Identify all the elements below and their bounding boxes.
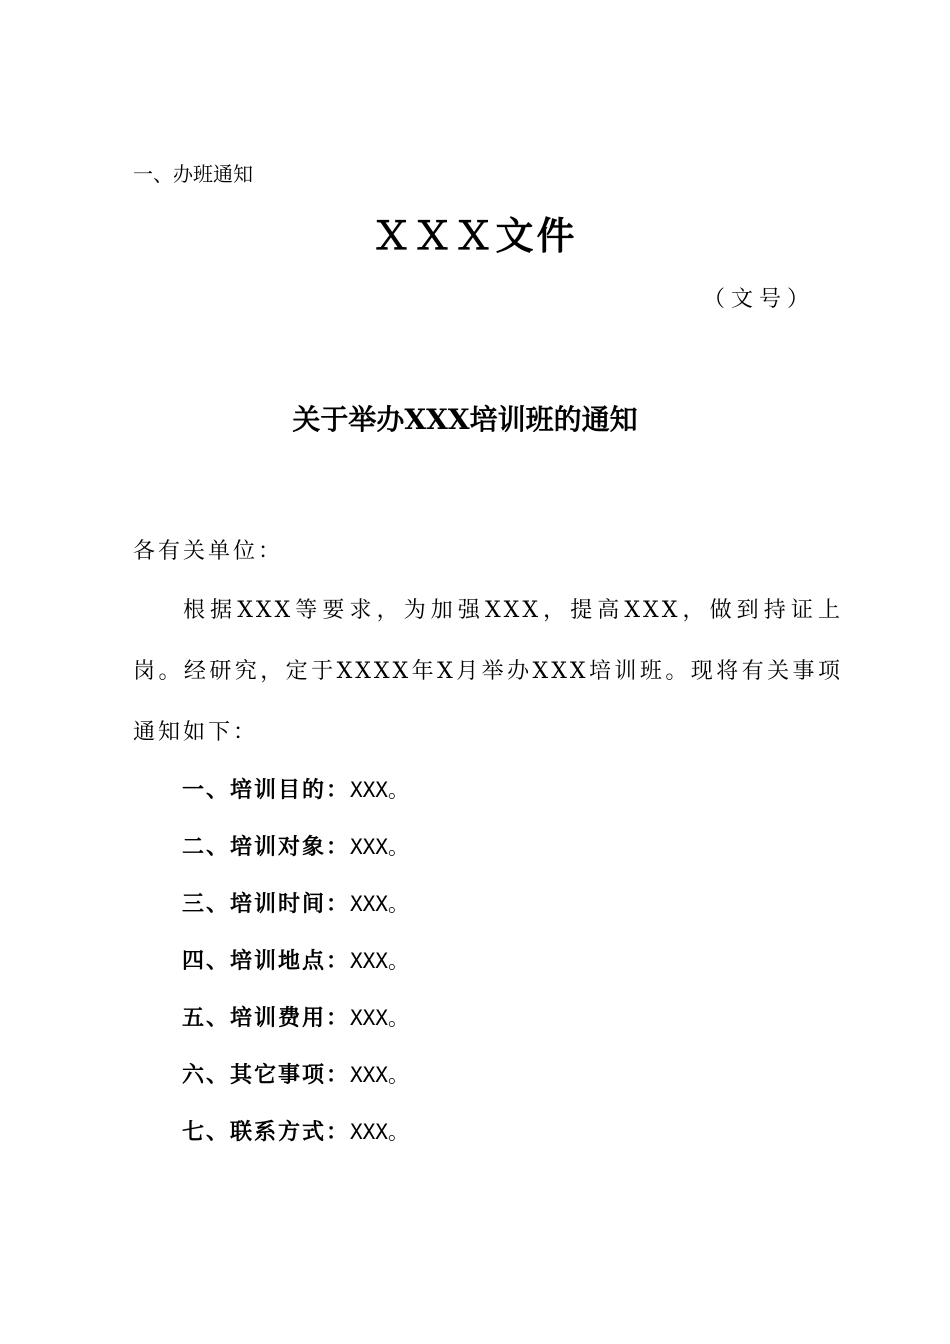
item-label: 六、其它事项： bbox=[182, 1062, 351, 1088]
item-value: XXX。 bbox=[350, 835, 409, 859]
notice-item-other bbox=[182, 1055, 409, 1112]
item-value: XXX。 bbox=[350, 778, 409, 802]
body-paragraph: 根据XXX等要求，为加强XXX，提高XXX，做到持证上岗。经研究，定于XXXX年X月举办XXX培训班。现将有关事项通知如下： bbox=[133, 598, 843, 745]
item-value: XXX。 bbox=[350, 1006, 409, 1030]
item-label: 二、培训对象： bbox=[182, 834, 351, 860]
item-value: XXX。 bbox=[350, 949, 409, 973]
salutation: 各有关单位： bbox=[133, 539, 284, 564]
item-value: XXX。 bbox=[350, 1120, 409, 1144]
notice-items-list bbox=[182, 770, 409, 1169]
item-value: XXX。 bbox=[350, 892, 409, 916]
item-label: 一、培训目的： bbox=[182, 777, 351, 803]
section-label: 一、办班通知 bbox=[133, 162, 253, 186]
notice-item-participants bbox=[182, 827, 409, 884]
item-label: 四、培训地点： bbox=[182, 948, 351, 974]
item-label: 三、培训时间： bbox=[182, 891, 351, 917]
notice-item-fees bbox=[182, 998, 409, 1055]
item-value: XXX。 bbox=[350, 1063, 409, 1087]
item-label: 七、联系方式： bbox=[182, 1119, 351, 1145]
notice-title: 关于举办XXX培训班的通知 bbox=[292, 403, 638, 436]
document-header: ＸＸＸ文件 bbox=[372, 213, 578, 258]
notice-item-time bbox=[182, 884, 409, 941]
notice-item-contact bbox=[182, 1112, 409, 1169]
document-number: （文号） bbox=[702, 287, 815, 312]
item-label: 五、培训费用： bbox=[182, 1005, 351, 1031]
notice-item-location bbox=[182, 941, 409, 998]
notice-item-purpose bbox=[182, 770, 409, 827]
